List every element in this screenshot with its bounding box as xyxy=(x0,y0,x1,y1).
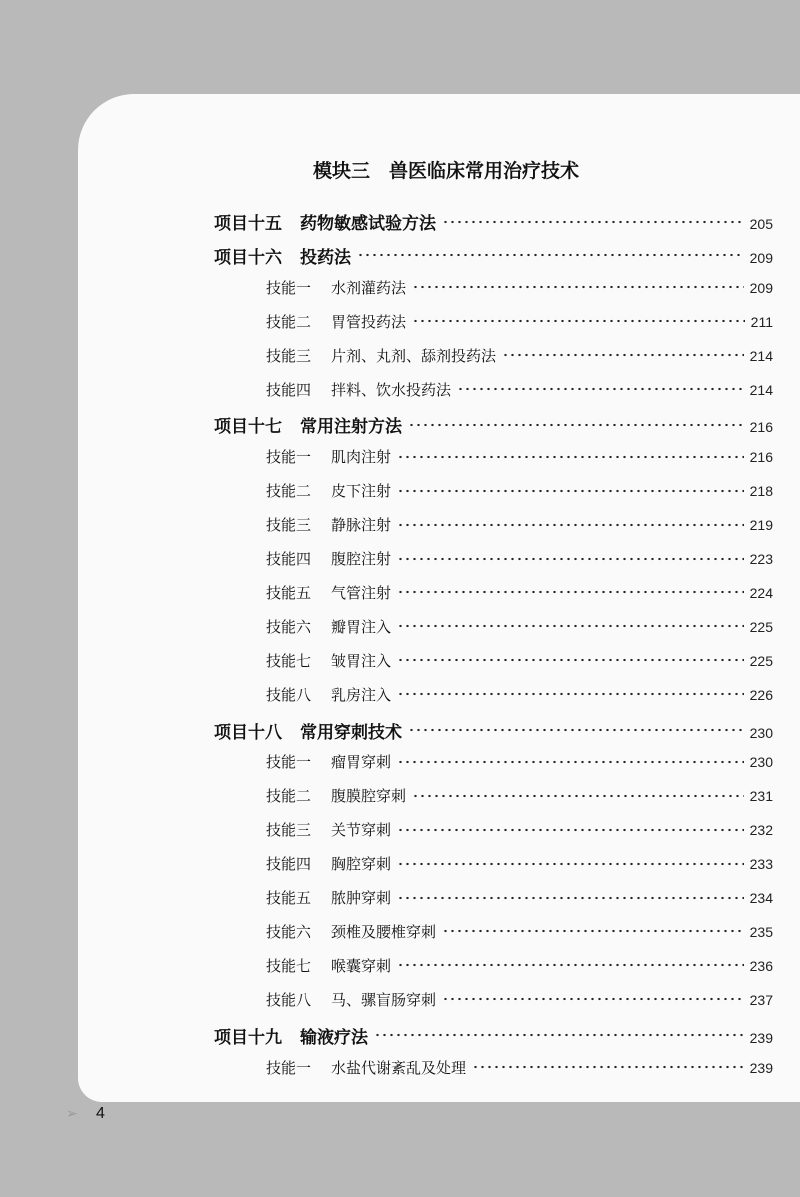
entry-title: 腹腔注射 xyxy=(331,550,392,568)
entry-title: 投药法 xyxy=(300,247,351,268)
toc-skill-entry[interactable] xyxy=(266,345,773,366)
entry-title: 颈椎及腰椎穿刺 xyxy=(331,922,437,941)
entry-title: 皱胃注入 xyxy=(331,651,392,670)
entry-number: 技能三 xyxy=(266,516,312,535)
toc-skill-entry[interactable] xyxy=(266,887,773,908)
toc-skill-entry[interactable] xyxy=(266,582,773,603)
entry-number: 技能五 xyxy=(266,583,312,602)
entry-page-number: 239 xyxy=(749,1059,773,1076)
entry-page-number: 216 xyxy=(749,419,773,436)
entry-page-number: 225 xyxy=(749,652,773,669)
entry-title: 水剂灌药法 xyxy=(331,278,407,297)
dot-leader xyxy=(397,489,744,493)
toc-skill-entry[interactable] xyxy=(266,684,773,705)
toc-skill-entry[interactable] xyxy=(266,989,773,1010)
entry-number: 技能六 xyxy=(266,617,312,636)
dot-leader xyxy=(397,624,744,628)
dot-leader xyxy=(357,253,744,257)
entry-number: 项目十九 xyxy=(214,1027,282,1048)
toc-skill-entry[interactable] xyxy=(266,955,773,976)
entry-number: 项目十六 xyxy=(214,247,282,268)
toc-skill-entry[interactable] xyxy=(266,921,773,942)
entry-page-number: 214 xyxy=(749,347,773,364)
entry-page-number: 237 xyxy=(749,991,773,1008)
entry-number: 技能四 xyxy=(266,855,312,874)
entry-page-number: 233 xyxy=(749,856,773,873)
entry-title: 喉囊穿刺 xyxy=(331,956,392,975)
toc-skill-entry[interactable] xyxy=(266,751,773,772)
toc-skill-entry[interactable] xyxy=(266,616,773,637)
toc-skill-entry[interactable] xyxy=(266,480,773,501)
entry-page-number: 218 xyxy=(749,483,773,500)
dot-leader xyxy=(397,455,744,459)
entry-title: 脓肿穿刺 xyxy=(331,889,392,907)
entry-page-number: 232 xyxy=(749,822,773,839)
entry-title: 马、骡盲肠穿刺 xyxy=(331,990,437,1009)
entry-number: 技能四 xyxy=(266,550,312,568)
entry-page-number: 216 xyxy=(749,449,773,466)
entry-page-number: 230 xyxy=(749,754,773,771)
entry-title: 肌肉注射 xyxy=(331,448,392,467)
entry-title: 常用注射方法 xyxy=(300,417,402,438)
entry-title: 拌料、饮水投药法 xyxy=(331,380,452,399)
entry-page-number: 223 xyxy=(749,551,773,567)
dot-leader xyxy=(397,862,744,866)
dot-leader xyxy=(397,828,744,832)
entry-page-number: 209 xyxy=(749,249,773,266)
entry-page-number: 211 xyxy=(750,313,773,330)
toc-skill-entry[interactable] xyxy=(266,446,773,467)
entry-number: 技能一 xyxy=(266,753,312,772)
entry-number: 项目十八 xyxy=(214,722,282,743)
dot-leader xyxy=(397,963,744,967)
entry-number: 技能二 xyxy=(266,787,312,806)
dot-leader xyxy=(397,523,744,527)
dot-leader xyxy=(374,1033,744,1037)
toc-skill-entry[interactable] xyxy=(266,1057,773,1078)
entry-number: 技能八 xyxy=(266,990,312,1009)
dot-leader xyxy=(397,557,744,561)
toc-project-entry[interactable] xyxy=(214,243,773,268)
entry-number: 技能一 xyxy=(266,1058,312,1077)
entry-number: 技能七 xyxy=(266,956,312,975)
entry-number: 技能一 xyxy=(266,448,312,467)
entry-number: 项目十五 xyxy=(214,214,282,234)
toc-project-entry[interactable] xyxy=(214,718,773,743)
dot-leader xyxy=(397,590,744,594)
entry-page-number: 225 xyxy=(749,618,773,635)
entry-title: 药物敏感试验方法 xyxy=(300,214,436,234)
entry-number: 技能五 xyxy=(266,889,312,907)
toc-project-entry[interactable] xyxy=(214,412,773,437)
entry-title: 胃管投药法 xyxy=(331,312,407,331)
entry-title: 水盐代谢紊乱及处理 xyxy=(331,1058,467,1077)
dot-leader xyxy=(397,896,744,900)
arrow-icon: ➢ xyxy=(66,1106,78,1122)
entry-page-number: 230 xyxy=(749,724,773,741)
toc-skill-entry[interactable] xyxy=(266,379,773,400)
entry-page-number: 209 xyxy=(749,279,773,296)
entry-page-number: 234 xyxy=(749,890,773,906)
entry-page-number: 205 xyxy=(749,216,773,232)
entry-page-number: 236 xyxy=(749,957,773,974)
toc-skill-entry[interactable] xyxy=(266,514,773,535)
toc-skill-entry[interactable] xyxy=(266,650,773,671)
entry-number: 技能七 xyxy=(266,651,312,670)
entry-title: 静脉注射 xyxy=(331,516,392,535)
entry-title: 气管注射 xyxy=(331,583,392,602)
entry-title: 瓣胃注入 xyxy=(331,617,392,636)
dot-leader xyxy=(408,423,744,427)
entry-title: 乳房注入 xyxy=(331,685,392,704)
toc-skill-entry[interactable] xyxy=(266,785,773,806)
entry-title: 输液疗法 xyxy=(300,1027,368,1048)
dot-leader xyxy=(412,285,744,289)
entry-page-number: 219 xyxy=(749,517,773,534)
dot-leader xyxy=(502,353,744,357)
dot-leader xyxy=(442,220,744,224)
entry-number: 技能八 xyxy=(266,685,312,704)
entry-number: 技能三 xyxy=(266,821,312,840)
entry-number: 项目十七 xyxy=(214,417,282,438)
toc-skill-entry[interactable] xyxy=(266,277,773,298)
dot-leader xyxy=(472,1065,744,1069)
entry-title: 胸腔穿刺 xyxy=(331,855,392,874)
entry-number: 技能一 xyxy=(266,278,312,297)
entry-page-number: 239 xyxy=(749,1029,773,1046)
entry-page-number: 231 xyxy=(749,788,773,805)
entry-number: 技能二 xyxy=(266,312,312,331)
dot-leader xyxy=(397,658,744,662)
entry-title: 腹膜腔穿刺 xyxy=(331,787,407,806)
dot-leader xyxy=(442,929,744,933)
entry-title: 片剂、丸剂、舔剂投药法 xyxy=(331,346,497,365)
entry-title: 关节穿刺 xyxy=(331,821,392,840)
entry-number: 技能三 xyxy=(266,346,312,365)
dot-leader xyxy=(442,997,744,1001)
entry-page-number: 224 xyxy=(749,584,773,601)
dot-leader xyxy=(397,692,744,696)
entry-title: 皮下注射 xyxy=(331,482,392,501)
toc-project-entry[interactable] xyxy=(214,209,773,234)
entry-page-number: 214 xyxy=(749,381,773,398)
toc-skill-entry[interactable] xyxy=(266,548,773,569)
dot-leader xyxy=(412,319,745,323)
entry-title: 瘤胃穿刺 xyxy=(331,753,392,772)
dot-leader xyxy=(457,387,744,391)
toc-skill-entry[interactable] xyxy=(266,311,773,332)
dot-leader xyxy=(412,794,744,798)
entry-number: 技能六 xyxy=(266,922,312,941)
entry-page-number: 226 xyxy=(749,686,773,703)
dot-leader xyxy=(408,728,744,732)
module-title: 模块三 兽医临床常用治疗技术 xyxy=(312,160,579,182)
toc-skill-entry[interactable] xyxy=(266,819,773,840)
toc-project-entry[interactable] xyxy=(214,1023,773,1048)
page-number: 4 xyxy=(96,1105,105,1122)
entry-number: 技能二 xyxy=(266,482,312,501)
dot-leader xyxy=(397,760,744,764)
entry-number: 技能四 xyxy=(266,380,312,399)
toc-skill-entry[interactable] xyxy=(266,853,773,874)
entry-page-number: 235 xyxy=(749,923,773,940)
entry-title: 常用穿刺技术 xyxy=(300,722,402,743)
